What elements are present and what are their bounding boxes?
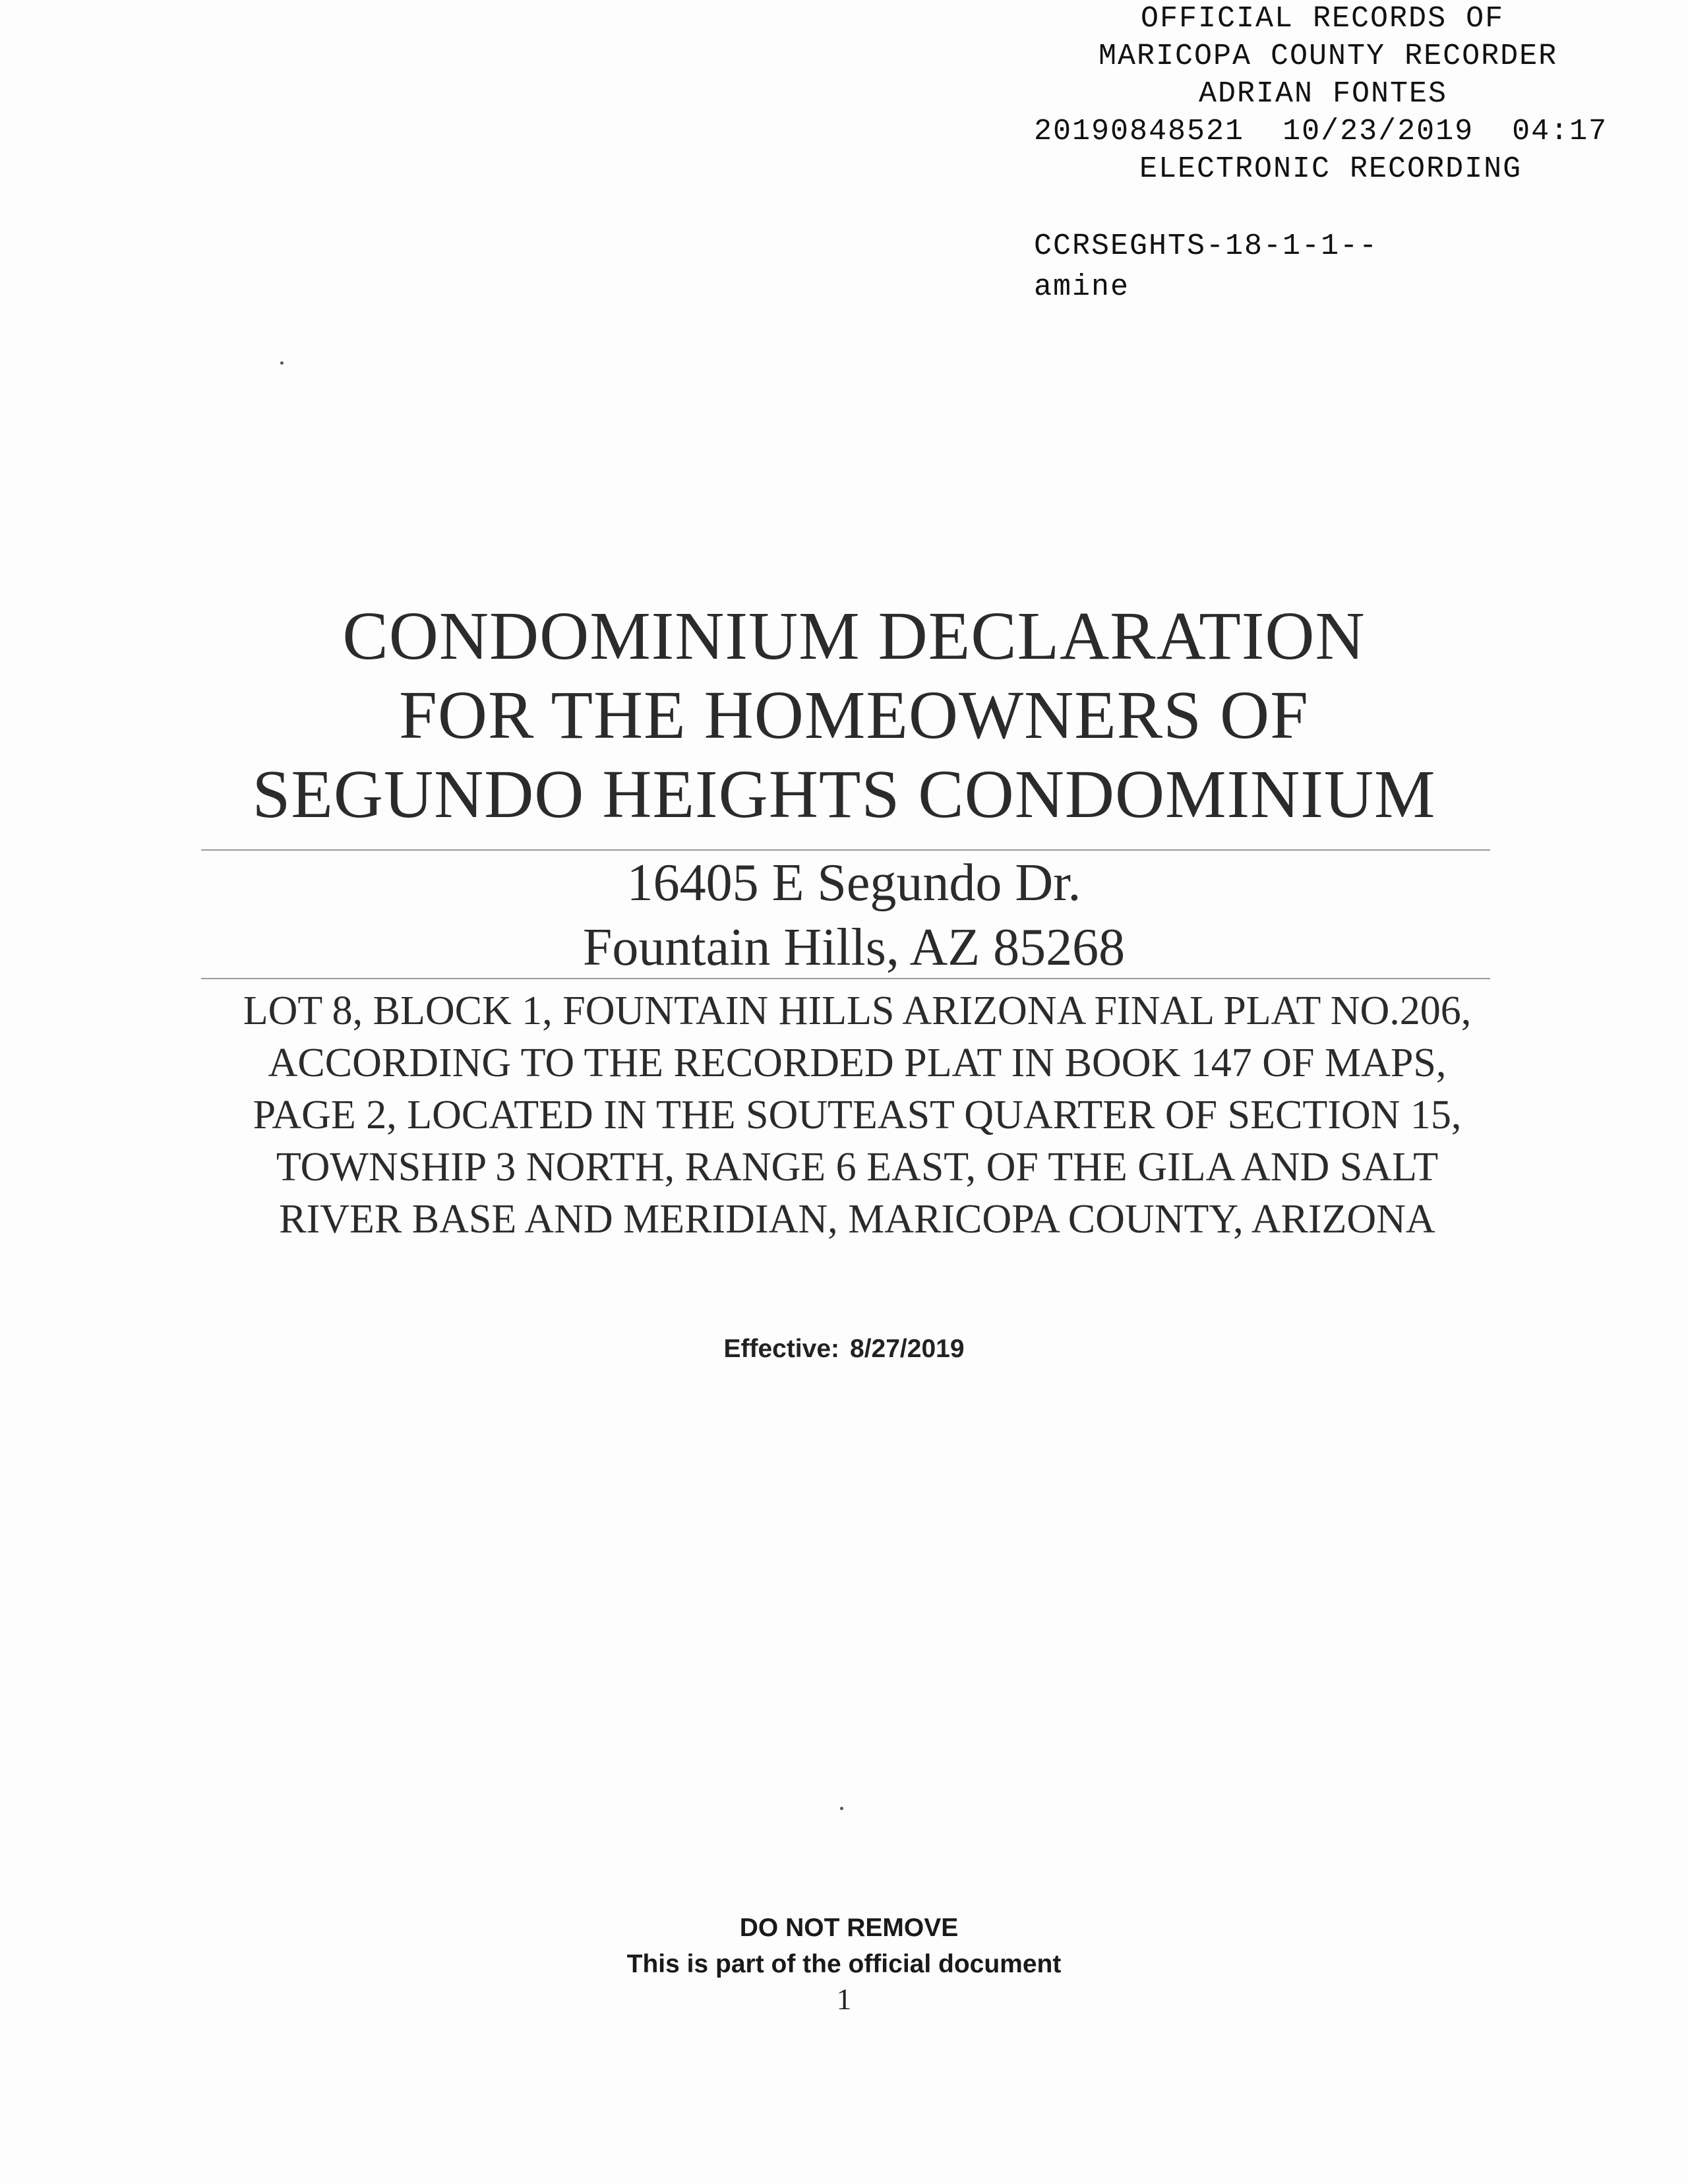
- title-line-1: CONDOMINIUM DECLARATION: [342, 598, 1366, 674]
- scan-speck: [840, 1807, 843, 1810]
- legal-line: PAGE 2, LOCATED IN THE SOUTEAST QUARTER OF SECTION 15,: [253, 1093, 1462, 1138]
- record-number: 20190848521: [1034, 115, 1245, 148]
- legal-line: LOT 8, BLOCK 1, FOUNTAIN HILLS ARIZONA FINAL PLAT NO.206,: [243, 988, 1472, 1033]
- record-date: 10/23/2019: [1282, 115, 1474, 148]
- address-street: 16405 E Segundo Dr.: [626, 854, 1081, 912]
- property-address: [0, 851, 1688, 980]
- legal-line: ACCORDING TO THE RECORDED PLAT IN BOOK 147 OF MAPS,: [268, 1041, 1447, 1085]
- stamp-line-electronic-recording: ELECTRONIC RECORDING: [1139, 152, 1522, 186]
- stamp-line-county-recorder: MARICOPA COUNTY RECORDER: [1099, 40, 1558, 73]
- document-code: [1034, 226, 1378, 308]
- effective-date-value: 8/27/2019: [850, 1335, 965, 1363]
- footer-do-not-remove: DO NOT REMOVE: [739, 1914, 959, 1942]
- effective-date: [0, 1335, 1688, 1364]
- recorder-stamp: [1021, 0, 1667, 188]
- address-city-state-zip: Fountain Hills, AZ 85268: [582, 919, 1126, 977]
- footer-official-document: This is part of the official document: [626, 1950, 1062, 1978]
- stamp-line-recorder-name: ADRIAN FONTES: [1199, 77, 1448, 111]
- legal-line: RIVER BASE AND MERIDIAN, MARICOPA COUNTY, ARIZONA: [279, 1197, 1435, 1242]
- document-code-line-2: amine: [1034, 270, 1130, 304]
- title-line-3: SEGUNDO HEIGHTS CONDOMINIUM: [252, 756, 1436, 832]
- legal-line: TOWNSHIP 3 NORTH, RANGE 6 EAST, OF THE GILA AND SALT: [276, 1145, 1439, 1190]
- document-title: [0, 597, 1688, 834]
- title-line-2: FOR THE HOMEOWNERS OF: [399, 677, 1309, 753]
- document-code-line-1: CCRSEGHTS-18-1-1--: [1034, 229, 1379, 263]
- page-number: 1: [836, 1982, 852, 2016]
- footer-notice: [0, 1910, 1688, 1982]
- stamp-line-record-info: [1021, 113, 1667, 150]
- scan-speck: [280, 361, 284, 365]
- effective-label: Effective:: [723, 1335, 840, 1363]
- divider-rule: [201, 978, 1490, 979]
- stamp-line-official-records: OFFICIAL RECORDS OF: [1141, 2, 1505, 36]
- record-time: 04:17: [1512, 115, 1608, 148]
- legal-description: [198, 985, 1517, 1246]
